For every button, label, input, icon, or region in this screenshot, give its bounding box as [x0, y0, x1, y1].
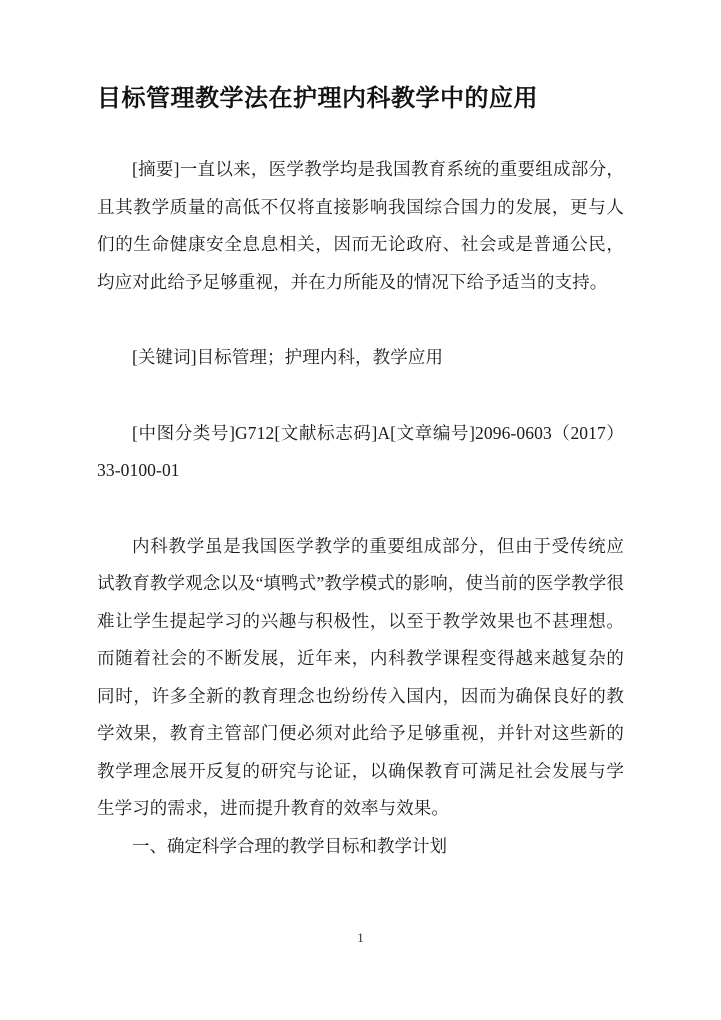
abstract-paragraph: [摘要]一直以来，医学教学均是我国教育系统的重要组成部分，且其教学质量的高低不仅将直接影响我国综合国力的发展，更与人们的生命健康安全息息相关，因而无论政府、社会或是普通公民，均应对此给予足够重视，并在力所能及的情况下给予适当的支持。 [97, 159, 624, 292]
page-number: 1 [357, 930, 364, 945]
page-content [97, 0, 624, 865]
body-paragraph-1: 内科教学虽是我国医学教学的重要组成部分，但由于受传统应试教育教学观念以及“填鸭式”教学模式的影响，使当前的医学教学很难让学生提起学习的兴趣与积极性，以至于教学效果也不甚理想。而随着社会的不断发展，近年来，内科教学课程变得越来越复杂的同时，许多全新的教育理念也纷纷传入国内，因而为确保良好的教学效果，教育主管部门便必须对此给予足够重视，并针对这些新的教学理念展开反复的研究与论证，以确保教育可满足社会发展与学生学习的需求，进而提升教育的效率与效果。 [97, 535, 624, 818]
page-title: 目标管理教学法在护理内科教学中的应用 [97, 86, 538, 112]
classification-paragraph: [中图分类号]G712[文献标志码]A[文章编号]2096-0603（2017）33-0100-01 [97, 422, 624, 480]
section-heading-1: 一、确定科学合理的教学目标和教学计划 [132, 835, 447, 856]
keywords-paragraph: [关键词]目标管理；护理内科，教学应用 [132, 347, 444, 367]
